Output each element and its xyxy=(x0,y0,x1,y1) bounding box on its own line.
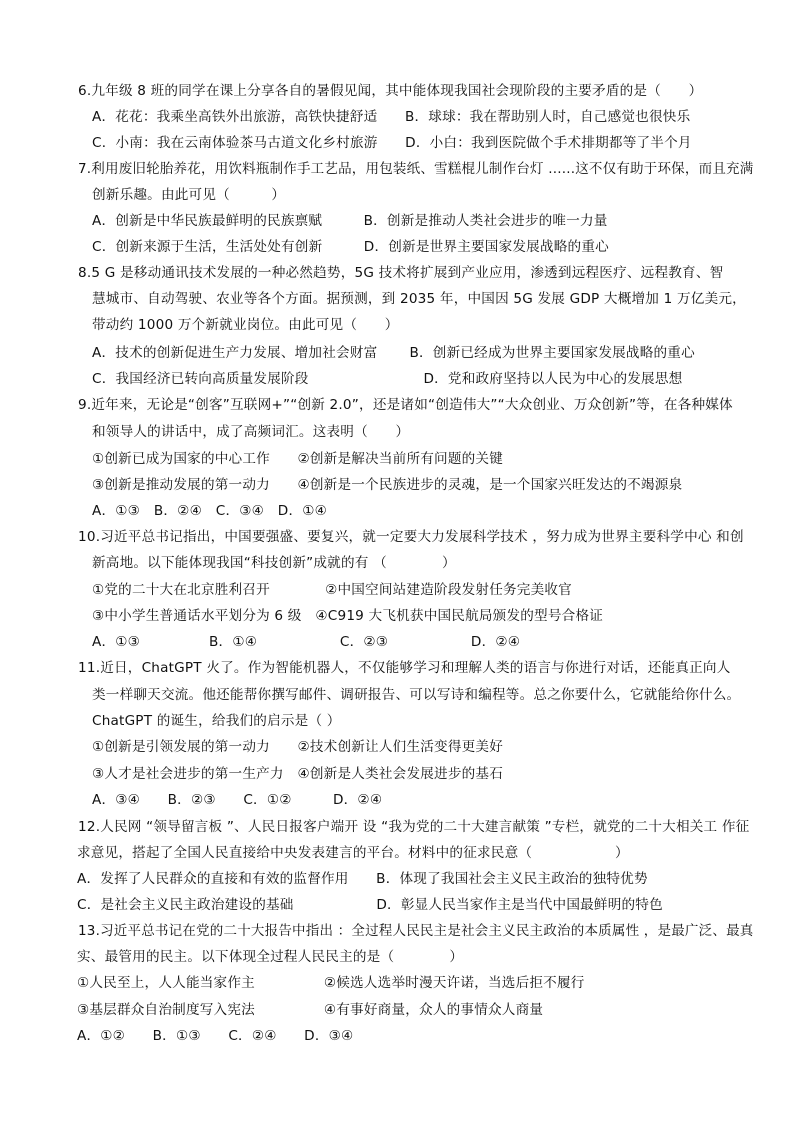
question-13-statements-34: ③基层群众自治制度写入宪法 ④有事好商量，众人的事情众人商量 xyxy=(77,1002,544,1018)
question-12-stem-line2: 求意见，搭起了全国人民直接给中央发表建言的平台。材料中的征求民意（ ） xyxy=(77,845,629,861)
question-11-stem-line1: 11.近日，ChatGPT 火了。作为智能机器人，不仅能够学习和理解人类的语言与你进行对话，还能真正向人 xyxy=(78,660,731,676)
question-9-statements-12: ①创新已成为国家的中心工作 ②创新是解决当前所有问题的关键 xyxy=(92,451,503,467)
question-13-statements-12: ①人民至上，人人能当家作主 ②候选人选举时漫天许诺，当选后拒不履行 xyxy=(77,975,585,991)
question-8-stem-line3: 带动约 1000 万个新就业岗位。由此可见（ ） xyxy=(92,317,399,333)
question-7-options-cd: C．创新来源于生活，生活处处有创新 D．创新是世界主要国家发展战略的重心 xyxy=(92,239,609,255)
question-10-options: A．①③ B．①④ C．②③ D．②④ xyxy=(92,634,521,650)
question-11-statements-34: ③人才是社会进步的第一生产力 ④创新是人类社会发展进步的基石 xyxy=(92,766,503,782)
question-10-statements-34: ③中小学生普通话水平划分为 6 级 ④C919 大飞机获中国民航局颁发的型号合格证 xyxy=(92,608,604,624)
question-9-options: A．①③ B．②④ C．③④ D．①④ xyxy=(92,503,328,519)
question-6-options-cd: C．小南：我在云南体验茶马古道文化乡村旅游 D．小白：我到医院做个手术排期都等了半个月 xyxy=(92,135,692,151)
question-10-stem-line2: 新高地。以下能体现我国“科技创新”成就的有 （ ） xyxy=(92,555,456,571)
question-9-stem-line1: 9.近年来，无论是“创客”互联网+”“创新 2.0”，还是诸如“创造伟大”“大众创业、万众创新”等，在各种媒体 xyxy=(78,397,733,413)
question-13-stem-line2: 实、最管用的民主。以下体现全过程人民民主的是（ ） xyxy=(77,949,464,965)
question-13-options: A．①② B．①③ C．②④ D．③④ xyxy=(77,1028,354,1044)
question-12-options-ab: A．发挥了人民群众的直接和有效的监督作用 B．体现了我国社会主义民主政治的独特优势 xyxy=(77,871,648,887)
question-12-options-cd: C．是社会主义民主政治建设的基础 D．彰显人民当家作主是当代中国最鲜明的特色 xyxy=(77,897,663,913)
question-7-stem-line2: 创新乐趣。由此可见（ ） xyxy=(92,187,286,203)
question-9-statements-34: ③创新是推动发展的第一动力 ④创新是一个民族进步的灵魂，是一个国家兴旺发达的不竭源泉 xyxy=(92,477,683,493)
question-10-statements-12: ①党的二十大在北京胜利召开 ②中国空间站建造阶段发射任务完美收官 xyxy=(92,582,572,598)
question-7-stem-line1: 7.利用废旧轮胎养花，用饮料瓶制作手工艺品，用包装纸、雪糕棍儿制作台灯 ......这不仅有助于环保，而且充满 xyxy=(78,161,754,177)
question-11-stem-line2: 类一样聊天交流。他还能帮你撰写邮件、调研报告、可以写诗和编程等。总之你要什么，它就能给你什么。 xyxy=(92,687,741,703)
question-8-options-cd: C．我国经济已转向高质量发展阶段 D．党和政府坚持以人民为中心的发展思想 xyxy=(92,371,683,387)
question-11-stem-line3: ChatGPT 的诞生，给我们的启示是（ ） xyxy=(92,713,341,729)
question-6-options-ab: A．花花：我乘坐高铁外出旅游，高铁快捷舒适 B．球球：我在帮助别人时，自己感觉也很快乐 xyxy=(92,109,691,125)
question-13-stem-line1: 13.习近平总书记在党的二十大报告中指出 ：全过程人民民主是社会主义民主政治的本质属性 ，是最广泛、最真 xyxy=(78,923,754,939)
question-12-stem-line1: 12.人民网 “领导留言板 ”、人民日报客户端开 设 “我为党的二十大建言献策 ”专栏，就党的二十大相关工 作征 xyxy=(78,819,750,835)
question-8-stem-line2: 慧城市、自动驾驶、农业等各个方面。据预测，到 2035 年，中国因 5G 发展 GDP 大概增加 1 万亿美元， xyxy=(92,291,746,307)
question-7-options-ab: A．创新是中华民族最鲜明的民族禀赋 B．创新是推动人类社会进步的唯一力量 xyxy=(92,213,608,229)
question-10-stem-line1: 10.习近平总书记指出，中国要强盛、要复兴，就一定要大力发展科学技术 ，努力成为世界主要科学中心 和创 xyxy=(78,529,744,545)
question-8-options-ab: A．技术的创新促进生产力发展、增加社会财富 B．创新已经成为世界主要国家发展战略的重心 xyxy=(92,345,695,361)
question-6-stem: 6.九年级 8 班的同学在课上分享各自的暑假见闻，其中能体现我国社会现阶段的主要矛盾的是（ ） xyxy=(78,83,703,99)
question-11-options: A．③④ B．②③ C．①② D．②④ xyxy=(92,792,383,808)
question-9-stem-line2: 和领导人的讲话中，成了高频词汇。这表明（ ） xyxy=(92,424,410,440)
question-11-statements-12: ①创新是引领发展的第一动力 ②技术创新让人们生活变得更美好 xyxy=(92,739,503,755)
question-8-stem-line1: 8.5 G 是移动通讯技术发展的一种必然趋势，5G 技术将扩展到产业应用，渗透到远程医疗、远程教育、智 xyxy=(78,265,724,281)
